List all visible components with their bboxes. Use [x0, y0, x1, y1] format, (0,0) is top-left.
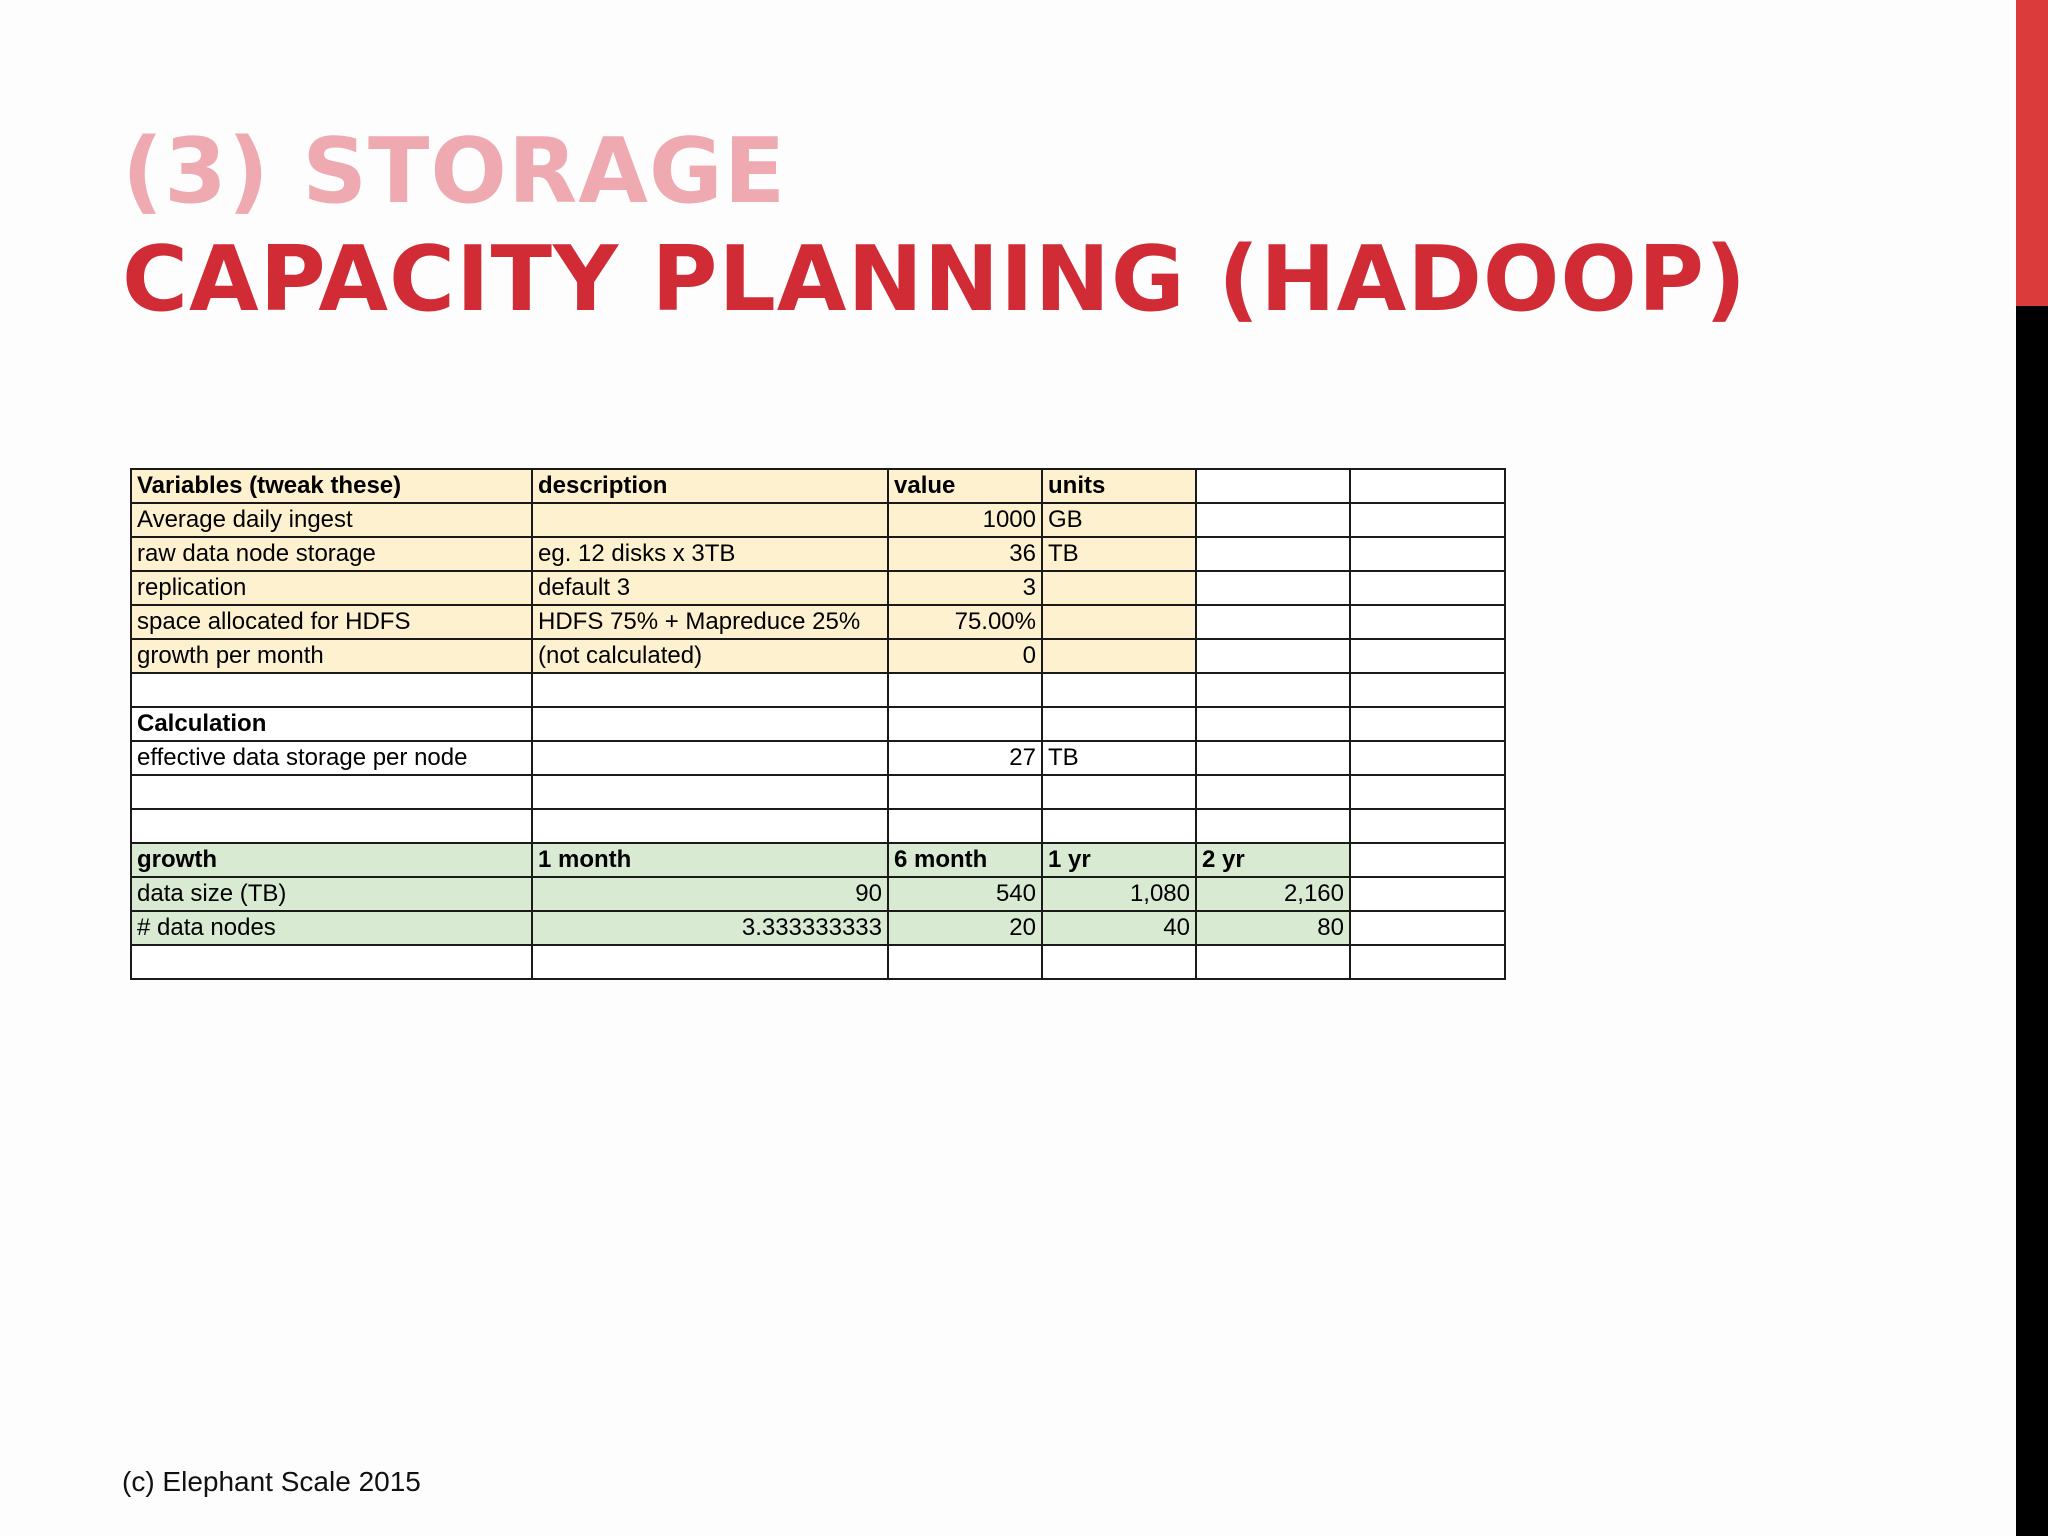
empty-cell[interactable]: [1350, 843, 1505, 877]
blank-row: [131, 775, 1505, 809]
variables-header-row: [131, 469, 1505, 503]
growth-header-row: [131, 843, 1505, 877]
calculation-value[interactable]: 27: [888, 741, 1042, 775]
growth-header-1-month[interactable]: 1 month: [532, 843, 888, 877]
variable-description[interactable]: default 3: [532, 571, 888, 605]
variable-value[interactable]: 1000: [888, 503, 1042, 537]
empty-cell[interactable]: [888, 673, 1042, 707]
variable-name[interactable]: space allocated for HDFS: [131, 605, 532, 639]
empty-cell[interactable]: [1350, 877, 1505, 911]
variable-value[interactable]: 0: [888, 639, 1042, 673]
empty-cell[interactable]: [532, 775, 888, 809]
growth-cell-6-month[interactable]: 540: [888, 877, 1042, 911]
growth-row-label[interactable]: data size (TB): [131, 877, 532, 911]
growth-header-6-month[interactable]: 6 month: [888, 843, 1042, 877]
variables-header-name[interactable]: Variables (tweak these): [131, 469, 532, 503]
empty-cell[interactable]: [1350, 537, 1505, 571]
empty-cell[interactable]: [1350, 503, 1505, 537]
growth-cell-2-yr[interactable]: 2,160: [1196, 877, 1350, 911]
variable-name[interactable]: raw data node storage: [131, 537, 532, 571]
empty-cell[interactable]: [1350, 809, 1505, 843]
empty-cell[interactable]: [532, 809, 888, 843]
variable-row: [131, 639, 1505, 673]
empty-cell[interactable]: [532, 945, 888, 979]
empty-cell[interactable]: [888, 707, 1042, 741]
growth-row-label[interactable]: # data nodes: [131, 911, 532, 945]
footer-copyright: (c) Elephant Scale 2015: [122, 1466, 421, 1497]
growth-header-label[interactable]: growth: [131, 843, 532, 877]
variable-units[interactable]: [1042, 639, 1196, 673]
empty-cell[interactable]: [532, 673, 888, 707]
calculation-row: [131, 741, 1505, 775]
empty-cell[interactable]: [532, 741, 888, 775]
empty-cell[interactable]: [1350, 639, 1505, 673]
empty-cell[interactable]: [1196, 605, 1350, 639]
empty-cell[interactable]: [1042, 945, 1196, 979]
blank-row: [131, 945, 1505, 979]
variable-description[interactable]: (not calculated): [532, 639, 888, 673]
empty-cell[interactable]: [1350, 775, 1505, 809]
calculation-header[interactable]: Calculation: [131, 707, 532, 741]
variable-row: [131, 605, 1505, 639]
title-line-1: (3) STORAGE: [122, 119, 787, 224]
empty-cell[interactable]: [1042, 809, 1196, 843]
growth-row-data-size: [131, 877, 1505, 911]
empty-cell[interactable]: [888, 775, 1042, 809]
empty-cell[interactable]: [1350, 605, 1505, 639]
variable-row: [131, 503, 1505, 537]
variables-header-value[interactable]: value: [888, 469, 1042, 503]
empty-cell[interactable]: [532, 707, 888, 741]
variable-description[interactable]: [532, 503, 888, 537]
growth-cell-1-month[interactable]: 3.333333333: [532, 911, 888, 945]
variable-units[interactable]: [1042, 571, 1196, 605]
variable-row: [131, 537, 1505, 571]
growth-header-2-yr[interactable]: 2 yr: [1196, 843, 1350, 877]
empty-cell[interactable]: [1350, 911, 1505, 945]
growth-cell-6-month[interactable]: 20: [888, 911, 1042, 945]
empty-cell[interactable]: [1196, 571, 1350, 605]
empty-cell[interactable]: [1196, 673, 1350, 707]
calculation-units[interactable]: TB: [1042, 741, 1196, 775]
empty-cell[interactable]: [1196, 469, 1350, 503]
calculation-header-row: [131, 707, 1505, 741]
empty-cell[interactable]: [1350, 571, 1505, 605]
empty-cell[interactable]: [1196, 639, 1350, 673]
empty-cell[interactable]: [1196, 945, 1350, 979]
empty-cell[interactable]: [131, 945, 532, 979]
variable-units[interactable]: [1042, 605, 1196, 639]
calculation-name[interactable]: effective data storage per node: [131, 741, 532, 775]
empty-cell[interactable]: [1350, 673, 1505, 707]
empty-cell[interactable]: [1042, 775, 1196, 809]
empty-cell[interactable]: [131, 809, 532, 843]
variable-units[interactable]: TB: [1042, 537, 1196, 571]
variables-header-description[interactable]: description: [532, 469, 888, 503]
variable-name[interactable]: Average daily ingest: [131, 503, 532, 537]
empty-cell[interactable]: [1350, 945, 1505, 979]
capacity-planning-sheet: [130, 468, 1506, 980]
variable-row: [131, 571, 1505, 605]
variable-value[interactable]: 36: [888, 537, 1042, 571]
growth-cell-1-yr[interactable]: 1,080: [1042, 877, 1196, 911]
growth-row-data-nodes: [131, 911, 1505, 945]
variable-name[interactable]: growth per month: [131, 639, 532, 673]
variable-name[interactable]: replication: [131, 571, 532, 605]
empty-cell[interactable]: [1196, 741, 1350, 775]
empty-cell[interactable]: [1196, 537, 1350, 571]
accent-bar-black: [2016, 306, 2048, 1536]
growth-cell-2-yr[interactable]: 80: [1196, 911, 1350, 945]
accent-bar-red: [2016, 0, 2048, 306]
growth-header-1-yr[interactable]: 1 yr: [1042, 843, 1196, 877]
variables-header-units[interactable]: units: [1042, 469, 1196, 503]
empty-cell[interactable]: [888, 809, 1042, 843]
variable-description[interactable]: HDFS 75% + Mapreduce 25%: [532, 605, 888, 639]
empty-cell[interactable]: [1196, 775, 1350, 809]
empty-cell[interactable]: [1042, 673, 1196, 707]
variable-description[interactable]: eg. 12 disks x 3TB: [532, 537, 888, 571]
blank-row: [131, 673, 1505, 707]
empty-cell[interactable]: [1196, 707, 1350, 741]
empty-cell[interactable]: [888, 945, 1042, 979]
empty-cell[interactable]: [1196, 809, 1350, 843]
empty-cell[interactable]: [1350, 469, 1505, 503]
empty-cell[interactable]: [1350, 741, 1505, 775]
growth-cell-1-yr[interactable]: 40: [1042, 911, 1196, 945]
variable-units[interactable]: GB: [1042, 503, 1196, 537]
variable-value[interactable]: 3: [888, 571, 1042, 605]
title-line-2: CAPACITY PLANNING (HADOOP): [122, 227, 1748, 332]
variable-value[interactable]: 75.00%: [888, 605, 1042, 639]
growth-cell-1-month[interactable]: 90: [532, 877, 888, 911]
empty-cell[interactable]: [131, 775, 532, 809]
empty-cell[interactable]: [1196, 503, 1350, 537]
empty-cell[interactable]: [1350, 707, 1505, 741]
blank-row: [131, 809, 1505, 843]
empty-cell[interactable]: [131, 673, 532, 707]
empty-cell[interactable]: [1042, 707, 1196, 741]
